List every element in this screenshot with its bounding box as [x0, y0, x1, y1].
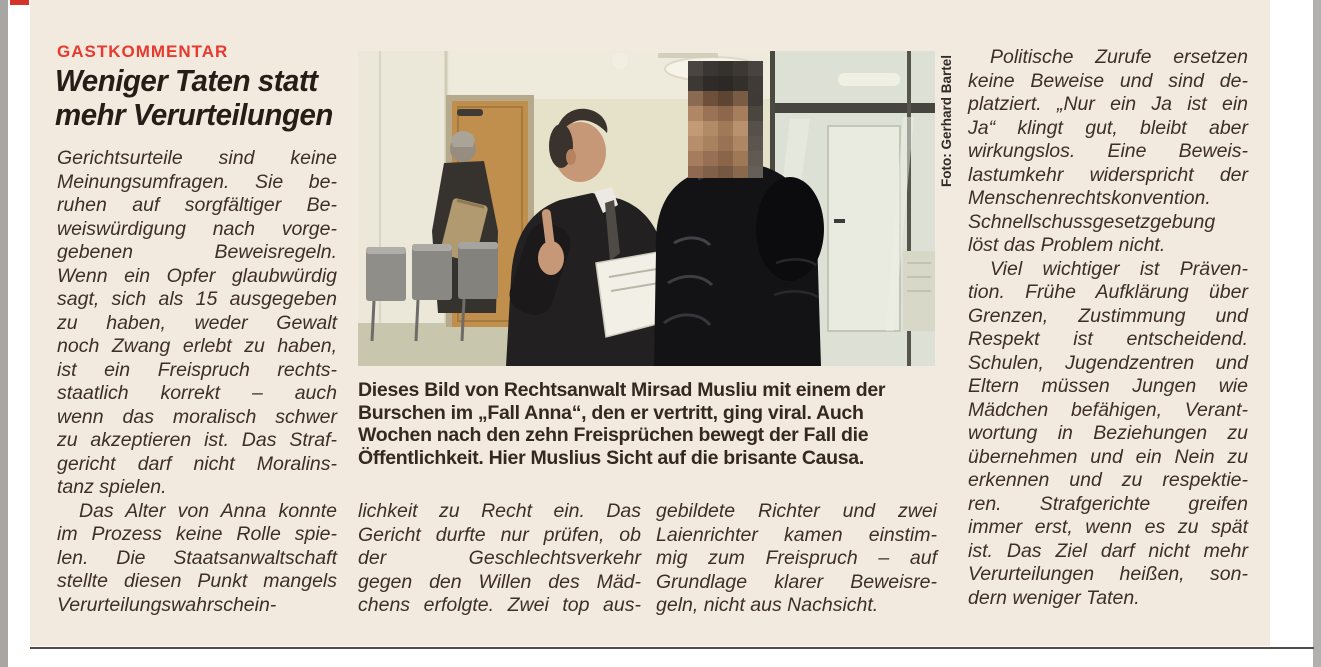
text-line: tanz spielen.	[57, 476, 167, 498]
text-line: gegen den Willen des Mäd-	[358, 570, 641, 593]
text-line: Das Alter von Anna konnte	[79, 499, 337, 522]
text-line: Politische Zurufe ersetzen	[990, 46, 1248, 68]
text-line: Grundlage klarer Beweisre-	[656, 570, 937, 593]
left-gray-strip	[0, 0, 8, 667]
text-line: Schulen, Jugendzentren und	[968, 351, 1248, 374]
text-line: weiswürdigung nach vorge-	[57, 217, 337, 240]
text-line: staatlich korrekt – auch	[57, 382, 337, 404]
article-photo	[358, 51, 954, 366]
text-line: Viel wichtiger ist Präven-	[990, 257, 1248, 280]
text-line: übernehmen und ein Nein zu	[968, 445, 1248, 468]
text-line: dern weniger Taten.	[968, 586, 1140, 609]
article-column-4	[968, 46, 1248, 610]
pixelated-face	[688, 61, 763, 178]
text-line: chens erfolgte. Zwei top aus-	[358, 594, 641, 616]
text-line: ist. Das Ziel darf nicht mehr	[968, 539, 1248, 562]
text-line: Grenzen, Zustimmung und	[968, 304, 1248, 327]
text-line: Wenn ein Opfer glaubwürdig	[57, 264, 337, 287]
text-line: im Prozess keine Rolle spie-	[57, 523, 337, 545]
text-line: Respekt ist entscheidend.	[968, 328, 1248, 350]
text-line: geln, nicht aus Nachsicht.	[656, 594, 879, 616]
text-line: gebildete Richter und zwei	[656, 500, 937, 522]
right-gray-strip	[1313, 0, 1321, 667]
lawyer-ear	[566, 149, 576, 165]
text-line: wortung in Beziehungen zu	[968, 422, 1248, 444]
text-line: löst das Problem nicht.	[968, 234, 1166, 256]
text-line: Mädchen befähigen, Verant-	[968, 398, 1248, 421]
article-column-3	[656, 500, 937, 618]
red-corner-mark	[10, 0, 29, 5]
text-line: Burschen im „Fall Anna“, den er vertritt, ging viral. Auch	[358, 401, 864, 424]
text-line: Öffentlichkeit. Hier Muslius Sicht auf die brisante Causa.	[358, 446, 864, 469]
text-line: tion. Frühe Aufklärung über	[968, 281, 1248, 303]
text-line: platziert. „Nur ein Ja ist ein	[968, 93, 1248, 115]
jacket-hood	[756, 177, 824, 281]
photo-credit: Foto: Gerhard Bartel	[939, 54, 954, 187]
article-column-2	[358, 500, 641, 618]
article-sheet	[30, 0, 1270, 646]
text-line: Schnellschussgesetzgebung	[968, 210, 1216, 233]
text-line: keine Beweise und sind de-	[968, 69, 1248, 92]
text-line: noch Zwang erlebt zu haben,	[57, 335, 337, 357]
text-line: zu akzeptieren ist. Das Straf-	[57, 429, 337, 451]
text-line: wirkungslos. Eine Beweis-	[968, 140, 1248, 162]
kicker-label: GASTKOMMENTAR	[57, 42, 229, 61]
text-line: der Geschlechtsverkehr	[358, 547, 641, 569]
text-line: Menschenrechtskonvention.	[968, 187, 1211, 209]
door-handle-icon	[457, 109, 483, 116]
text-line: immer erst, wenn es zu spät	[968, 516, 1248, 538]
text-line: Eltern müssen Jungen wie	[968, 375, 1248, 397]
article-photo-scene	[358, 51, 935, 366]
headline-line-1: Weniger Taten statt	[55, 63, 318, 98]
text-line: lastumkehr widerspricht der	[968, 163, 1248, 186]
text-line: Verurteilungswahrschein-	[57, 593, 277, 616]
text-line: lichkeit zu Recht ein. Das	[358, 500, 641, 522]
text-line: mig zum Freispruch – auf	[656, 547, 937, 569]
text-line: Wochen nach den zehn Freisprüchen bewegt der Fall die	[358, 424, 869, 446]
text-line: ruhen auf sorgfältiger Be-	[57, 194, 337, 216]
text-line: Gericht durfte nur prüfen, ob	[358, 523, 641, 546]
text-line: erkennen und zu respektie-	[968, 469, 1248, 491]
text-line: Verurteilungen heißen, son-	[968, 563, 1248, 585]
text-line: stellte diesen Punkt mangels	[57, 570, 337, 592]
text-line: Gerichtsurteile sind keine	[57, 147, 337, 169]
text-line: len. Die Staatsanwaltschaft	[57, 546, 337, 569]
text-line: gebenen Beweisregeln.	[57, 241, 337, 263]
text-line: Meinungsumfragen. Sie be-	[57, 170, 337, 193]
headline-line-2: mehr Verurteilungen	[55, 97, 333, 132]
text-line: sagt, sich als 15 ausgegeben	[57, 288, 337, 310]
text-line: gericht darf nicht Moralins-	[57, 452, 337, 475]
text-line: ren. Strafgerichte greifen	[968, 492, 1248, 515]
article-column-1	[57, 147, 337, 617]
text-line: Dieses Bild von Rechtsanwalt Mirsad Musliu mit einem der	[358, 379, 886, 401]
glass-door-handle-icon	[834, 219, 845, 223]
text-line: wenn das moralisch schwer	[57, 405, 337, 428]
text-line: Laienrichter kamen einstim-	[656, 523, 937, 546]
photo-caption	[358, 379, 943, 469]
text-line: zu haben, weder Gewalt	[57, 311, 337, 334]
bottom-rule	[30, 647, 1314, 649]
article-headline	[55, 64, 355, 132]
text-line: ist ein Freispruch rechts-	[57, 358, 337, 381]
text-line: Ja“ klingt gut, bleibt aber	[968, 116, 1248, 139]
